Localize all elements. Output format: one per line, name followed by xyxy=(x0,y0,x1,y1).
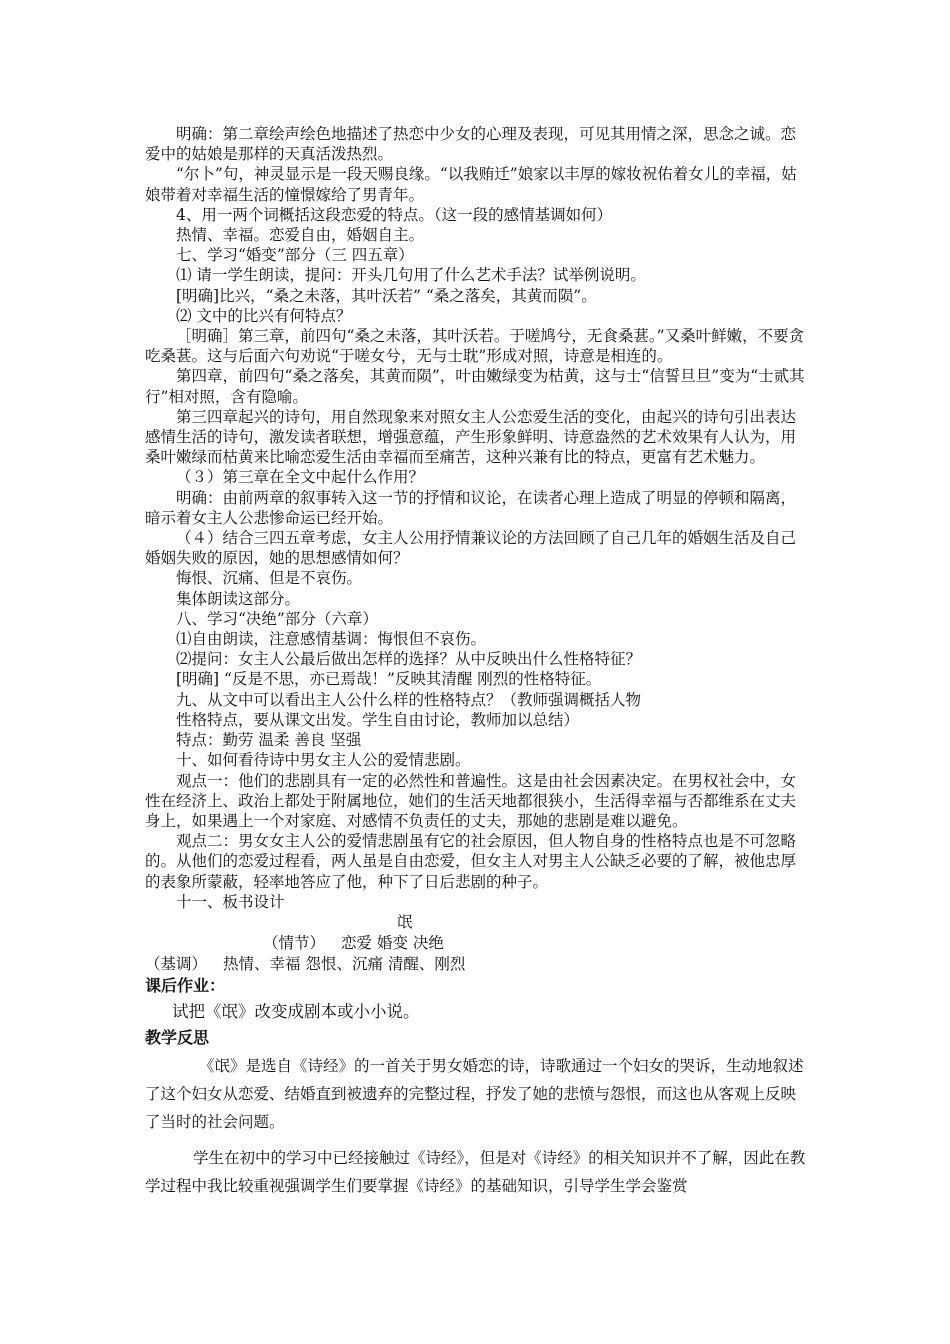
paragraph: 热情、幸福。恋爱自由，婚姻自主。 xyxy=(176,226,425,245)
section-heading: 九、从文中可以看出主人公什么样的性格特点？（教师强调概括人物 xyxy=(176,690,642,709)
paragraph: 明确：第二章绘声绘色地描述了热恋中少女的心理及表现，可见其用情之深，思念之诚。恋爱中的姑娘是那样的天真活泼热烈。 xyxy=(145,125,797,164)
paragraph: （３）第三章在全文中起什么作用？ xyxy=(176,468,425,487)
section-heading: 十、如何看待诗中男女主人公的爱情悲剧。 xyxy=(176,751,471,770)
paragraph: 观点二：男女女主人公的爱情悲剧虽有它的社会原因，但人物自身的性格特点也是不可忽略的。从他们的恋爱过程看，两人虽是自由恋爱，但女主人对男主人公缺乏必要的了解，被他忠厚的表象所蒙蔽，轻率地答应了他，种下了日后悲剧的种子。 xyxy=(145,832,797,891)
paragraph: 观点一：他们的悲剧具有一定的必然性和普遍性。这是由社会因素决定。在男权社会中，女性在经济上、政治上都处于附属地位，她们的生活天地都很狭小，生活得幸福与否都维系在丈夫身上，如果遇上一个对家庭、对感情不负责任的丈夫，那她的悲剧是难以避免。 xyxy=(145,771,797,830)
board-plot-row xyxy=(145,933,810,954)
paragraph: （４）结合三四五章考虑，女主人公用抒情兼议论的方法回顾了自己几年的婚姻生活及自己婚姻失败的原因，她的思想感情如何？ xyxy=(145,529,797,568)
paragraph: “尔卜”句，神灵显示是一段天赐良缘。“以我贿迁”娘家以丰厚的嫁妆祝佑着女儿的幸福，姑娘带着对幸福生活的憧憬嫁给了男青年。 xyxy=(145,165,797,204)
reflection-heading: 教学反思 xyxy=(145,1027,210,1047)
paragraph: 4、用一两个词概括这段恋爱的特点。（这一段的感情基调如何） xyxy=(176,205,613,224)
paragraph: 悔恨、沉痛、但是不哀伤。 xyxy=(176,569,363,588)
paragraph: 第三四章起兴的诗句，用自然现象来对照女主人公恋爱生活的变化，由起兴的诗句引出表达感情生活的诗句，激发读者联想，增强意蕴，产生形象鲜明、诗意盎然的艺术效果有人认为，用桑叶嫩绿而枯黄来比喻恋爱生活由幸福而至痛苦，这种兴兼有比的特点，更富有艺术魅力。 xyxy=(145,407,797,467)
board-design xyxy=(145,912,810,975)
homework-text: 试把《氓》改变成剧本或小小说。 xyxy=(172,1001,420,1021)
homework-heading: 课后作业： xyxy=(145,975,226,995)
paragraph: ⑴ 请一学生朗读，提问：开头几句用了什么艺术手法？试举例说明。 xyxy=(176,266,646,285)
board-plot-items: 恋爱 婚变 决绝 xyxy=(341,933,444,952)
board-title: 氓 xyxy=(397,912,413,931)
paragraph: 集体朗读这部分。 xyxy=(176,589,301,608)
paragraph: [明确]比兴，“桑之未落，其叶沃若” “桑之落矣，其黄而陨”。 xyxy=(176,286,597,305)
board-plot-label: （情节） xyxy=(263,933,326,952)
paragraph: 性格特点，要从课文出发。学生自由讨论，教师加以总结） xyxy=(176,710,580,729)
section-heading: 七、学习“婚变”部分（三 四五章） xyxy=(176,246,414,265)
paragraph: ⑵提问：女主人公最后做出怎样的选择？从中反映出什么性格特征？ xyxy=(176,650,642,669)
paragraph: ［明确］第三章，前四句“桑之未落，其叶沃若。于嗟鸠兮，无食桑葚。”又桑叶鲜嫩，不要贪吃桑葚。这与后面六句劝说“于嗟女兮，无与士耽”形成对照，诗意是相连的。 xyxy=(145,327,805,366)
document-page xyxy=(145,124,810,1200)
section-heading: 八、学习“决绝”部分（六章） xyxy=(176,609,378,628)
board-tone-row xyxy=(145,954,810,975)
board-tone-label: （基调） xyxy=(145,954,208,973)
reflection-paragraph: 《氓》是选自《诗经》的一首关于男女婚恋的诗，诗歌通过一个妇女的哭诉，生动地叙述了这个妇女从恋爱、结婚直到被遗弃的完整过程，抒发了她的悲愤与怨恨，而这也从客观上反映了当时的社会问题。 xyxy=(145,1056,804,1131)
section-heading: 十一、板书设计 xyxy=(176,892,285,911)
paragraph: ⑵ 文中的比兴有何特点？ xyxy=(176,306,352,325)
paragraph: 特点：勤劳 温柔 善良 坚强 xyxy=(176,731,362,750)
paragraph: ⑴自由朗读，注意感情基调：悔恨但不哀伤。 xyxy=(176,630,487,649)
paragraph: [明确] “反是不思，亦已焉哉！”反映其清醒 刚烈的性格特征。 xyxy=(176,670,602,689)
paragraph: 明确：由前两章的叙事转入这一节的抒情和议论，在读者心理上造成了明显的停顿和隔离，暗示着女主人公悲惨命运已经开始。 xyxy=(145,488,797,527)
paragraph: 第四章，前四句“桑之落矣，其黄而陨”，叶由嫩绿变为枯黄，这与士“信誓旦旦”变为“士贰其行”相对照，含有隐喻。 xyxy=(145,367,805,406)
reflection-paragraph: 学生在初中的学习中已经接触过《诗经》，但是对《诗经》的相关知识并不了解，因此在教学过程中我比较重视强调学生们要掌握《诗经》的基础知识，引导学生学会鉴赏 xyxy=(145,1148,806,1195)
board-tone-items: 热情、幸福 怨恨、沉痛 清醒、刚烈 xyxy=(223,954,466,973)
